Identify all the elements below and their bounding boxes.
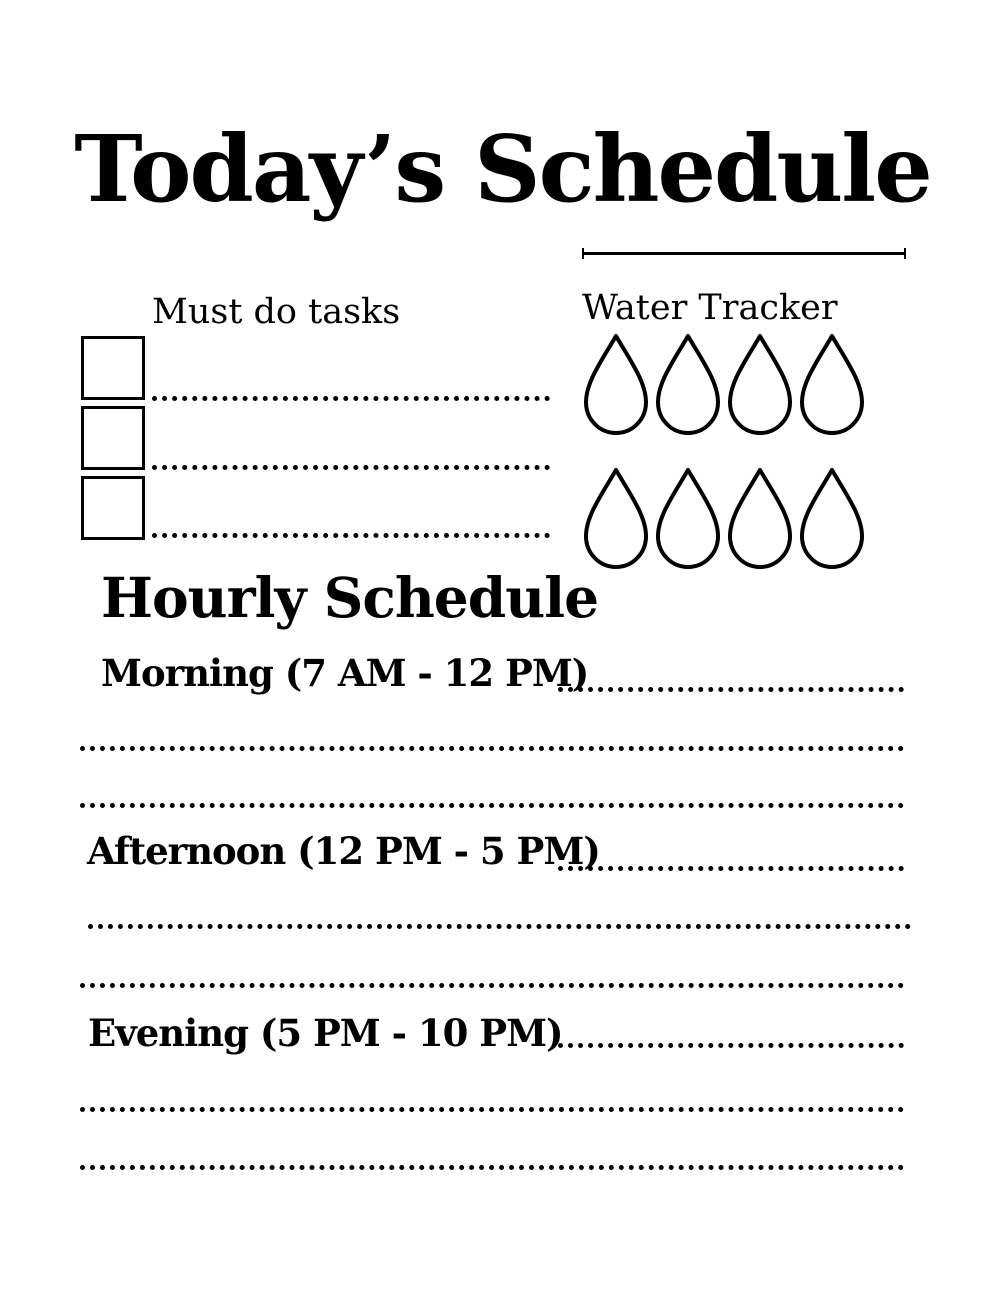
water-drop-icon[interactable] bbox=[658, 470, 718, 567]
evening-period-label: Evening (5 PM - 10 PM) bbox=[88, 1011, 563, 1055]
water-drop-icon[interactable] bbox=[802, 336, 862, 433]
task-write-line-1[interactable] bbox=[152, 396, 550, 401]
afternoon-write-line-1[interactable] bbox=[558, 866, 904, 871]
morning-write-line-2[interactable] bbox=[80, 746, 904, 751]
water-tracker-drops bbox=[578, 332, 878, 582]
water-tracker-label: Water Tracker bbox=[582, 288, 838, 328]
afternoon-write-line-3[interactable] bbox=[80, 983, 904, 988]
evening-write-line-1[interactable] bbox=[558, 1043, 904, 1048]
water-drop-icon[interactable] bbox=[658, 336, 718, 433]
water-drop-icon[interactable] bbox=[730, 470, 790, 567]
water-drop-icon[interactable] bbox=[730, 336, 790, 433]
morning-write-line-3[interactable] bbox=[80, 803, 904, 808]
page-title: Today’s Schedule bbox=[74, 115, 931, 223]
task-checkbox-2[interactable] bbox=[81, 406, 145, 470]
hourly-schedule-title: Hourly Schedule bbox=[101, 565, 599, 630]
task-checkbox-3[interactable] bbox=[81, 476, 145, 540]
header-divider bbox=[582, 252, 906, 255]
water-drop-icon[interactable] bbox=[586, 336, 646, 433]
afternoon-period-label: Afternoon (12 PM - 5 PM) bbox=[87, 829, 600, 873]
water-drop-icon[interactable] bbox=[586, 470, 646, 567]
evening-write-line-2[interactable] bbox=[80, 1107, 904, 1112]
morning-period-label: Morning (7 AM - 12 PM) bbox=[101, 651, 589, 695]
task-write-line-2[interactable] bbox=[152, 465, 550, 470]
afternoon-write-line-2[interactable] bbox=[88, 924, 911, 929]
water-drop-icon[interactable] bbox=[802, 470, 862, 567]
must-do-tasks-label: Must do tasks bbox=[152, 292, 401, 332]
task-write-line-3[interactable] bbox=[152, 533, 550, 538]
evening-write-line-3[interactable] bbox=[80, 1165, 904, 1170]
morning-write-line-1[interactable] bbox=[558, 687, 904, 692]
task-checkbox-1[interactable] bbox=[81, 336, 145, 400]
